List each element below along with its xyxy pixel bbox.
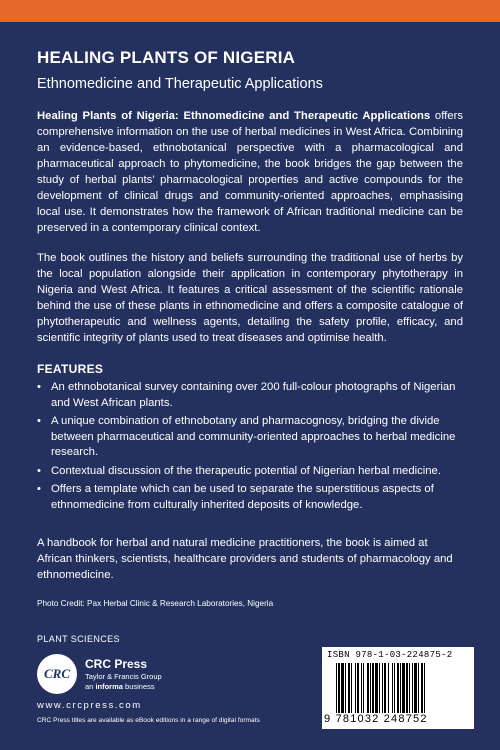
features-heading: FEATURES <box>37 362 104 376</box>
publisher-group: Taylor & Francis Group <box>85 672 162 681</box>
book-title: HEALING PLANTS OF NIGERIA <box>37 48 296 67</box>
audience-paragraph: A handbook for herbal and natural medicine practitioners, the book is aimed at African thinkers, scientists, healthcare providers and students of pharmacology and ethnomedicine. <box>37 537 453 581</box>
feature-item: • Offers a template which can be used to separate the superstitious aspects of ethnomedicine from culturally inherited deposits of knowledge. <box>37 483 434 511</box>
book-subtitle: Ethnomedicine and Therapeutic Applications <box>37 76 323 92</box>
crc-logo-icon: CRC <box>37 654 77 694</box>
features-list <box>37 380 463 513</box>
feature-item: • An ethnobotanical survey containing over 200 full-colour photographs of Nigerian and West African plants. <box>37 381 456 409</box>
bullet-icon: • <box>37 415 41 427</box>
isbn-barcode <box>322 647 474 729</box>
photo-credit: Photo Credit: Pax Herbal Clinic & Research Laboratories, Nigeria <box>37 599 274 608</box>
publisher-business: an informa business <box>85 682 155 691</box>
back-cover-text <box>37 47 463 644</box>
bullet-icon: • <box>37 464 41 477</box>
publisher-website[interactable]: www.crcpress.com <box>37 700 142 711</box>
description-paragraph-2: The book outlines the history and beliefs surrounding the traditional use of herbs by the local population alongside their application in contemporary phytotherapy in Nigeria and West Africa. It features a critical assessment of the scientific rationale behind the use of these plants in ethnomedicine and offers a composite catalogue of phytotherapeutic and wellness agents, detailing the safety profile, efficacy, and scientific integrity of plants used to treat diseases and optimise health. <box>37 252 463 344</box>
bullet-icon: • <box>37 483 41 495</box>
publisher-logo-block <box>37 654 257 714</box>
feature-item: • A unique combination of ethnobotany and pharmacognosy, bridging the divide between pharmaceutical and community-oriented approaches to herbal medicine research. <box>37 415 456 458</box>
ebook-note: CRC Press titles are available as eBook editions in a range of digital formats <box>37 717 260 724</box>
barcode-digits: 9 781032 248752 <box>324 713 428 725</box>
description-paragraph-1 <box>37 108 463 236</box>
description-bold-title: Healing Plants of Nigeria: Ethnomedicine and Therapeutic Applications <box>37 110 431 122</box>
description-p1-text: offers comprehensive information on the use of herbal medicines in West Africa. Combining an evidence-based, ethnobotanical perspective with a pharmacological and pharmaceutical approach to phytomedicine, the book bridges the gap between the study of herbal plants’ pharmacological properties and active compounds for the development of clinical drugs and community-oriented approaches, emphasising local use. It demonstrates how the framework of African traditional medicine can be preserved in a contemporary clinical context. <box>37 110 463 234</box>
publisher-name: CRC Press <box>85 657 148 671</box>
isbn-label: ISBN 978-1-03-224875-2 <box>327 650 453 660</box>
barcode-icon <box>336 663 462 713</box>
top-color-band <box>0 0 500 22</box>
bullet-icon: • <box>37 381 41 393</box>
subject-category: PLANT SCIENCES <box>37 634 120 644</box>
feature-item: • Contextual discussion of the therapeutic potential of Nigerian herbal medicine. <box>37 464 463 480</box>
